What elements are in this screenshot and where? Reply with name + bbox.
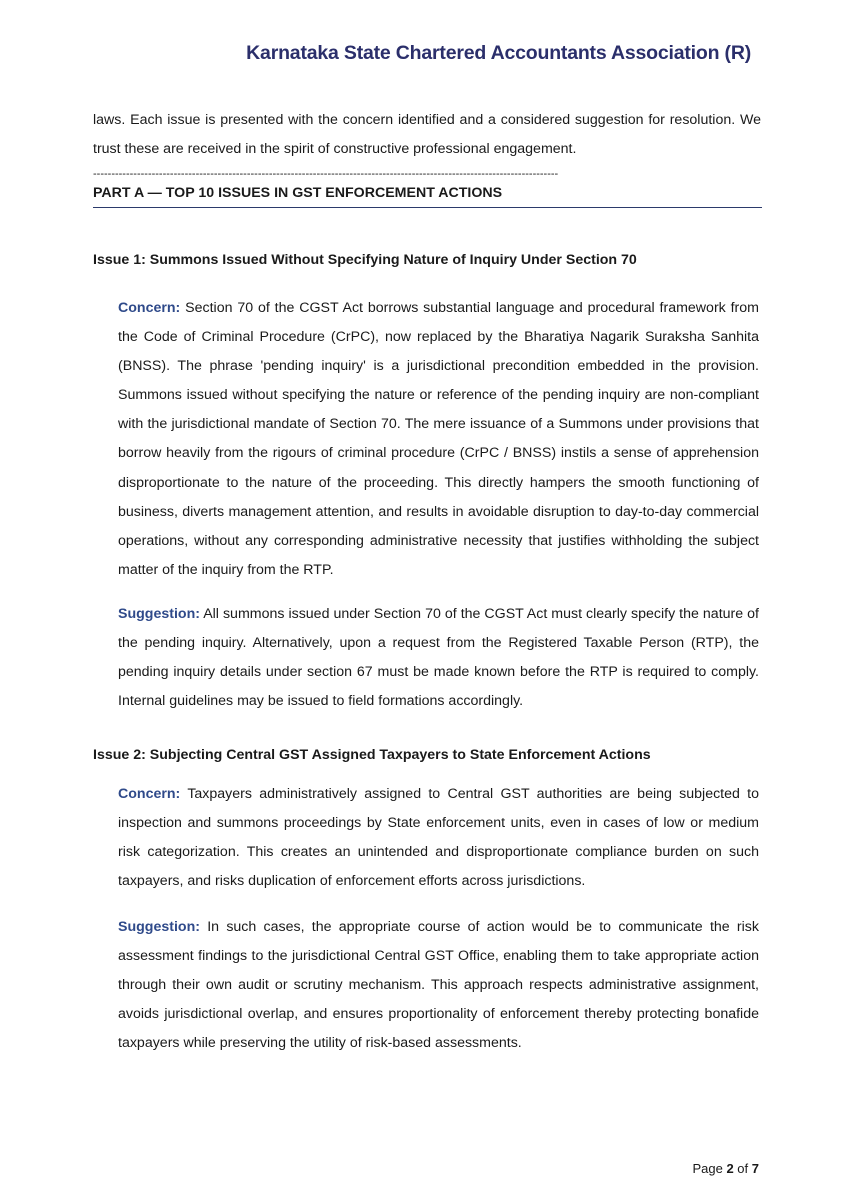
of-label: of <box>737 1161 749 1176</box>
concern-label: Concern: <box>118 786 181 802</box>
page-label: Page <box>692 1161 723 1176</box>
part-a-heading: PART A — TOP 10 ISSUES IN GST ENFORCEMENT ACTIONS <box>93 185 762 208</box>
issue-1-title: Issue 1: Summons Issued Without Specifying Nature of Inquiry Under Section 70 <box>93 252 637 268</box>
concern-text: Taxpayers administratively assigned to Central GST authorities are being subjected to inspection and summons proceedings by State enforcement units, even in cases of low or medium risk categorization. This creates an unintended and disproportionate compliance burden on such taxpayers, and risks duplication of enforcement efforts across jurisdictions. <box>118 786 760 890</box>
issue-1-suggestion <box>118 600 759 716</box>
page-current: 2 <box>726 1161 734 1176</box>
suggestion-label: Suggestion: <box>118 606 200 622</box>
intro-text: laws. Each issue is presented with the concern identified and a considered suggestion for resolution. We trust these are received in the spirit of constructive professional engagement. <box>93 112 761 157</box>
page-number <box>692 1161 759 1176</box>
issue-2-suggestion <box>118 913 759 1058</box>
intro-paragraph <box>93 106 761 164</box>
concern-text: Section 70 of the CGST Act borrows substantial language and procedural framework from the Code of Criminal Procedure (CrPC), now replaced by the Bharatiya Nagarik Suraksha Sanhita (BNSS). The phrase 'pending inquiry' is a jurisdictional precondition embedded in the provision. Summons issued without specifying the nature or reference of the pending inquiry are non-compliant with the jurisdictional mandate of Section 70. The mere issuance of a Summons under provisions that borrow heavily from the rigours of criminal procedure (CrPC / BNSS) instils a sense of apprehension disproportionate to the nature of the proceeding. This directly hampers the smooth functioning of business, diverts management attention, and results in avoidable disruption to day-to-day commercial operations, without any corresponding administrative necessity that justifies withholding the subject matter of the inquiry from the RTP. <box>118 300 759 578</box>
issue-1-concern <box>118 294 759 585</box>
dashed-separator: ------------------------------------------------------------------------------------------------------------------------------- <box>93 168 559 180</box>
issue-2-title: Issue 2: Subjecting Central GST Assigned Taxpayers to State Enforcement Actions <box>93 747 651 763</box>
page-total: 7 <box>751 1161 759 1176</box>
organization-header: Karnataka State Chartered Accountants Association (R) <box>246 42 751 64</box>
suggestion-text: In such cases, the appropriate course of action would be to communicate the risk assessment findings to the jurisdictional Central GST Office, enabling them to take appropriate action through their own audit or scrutiny mechanism. This approach respects administrative assignment, avoids jurisdictional overlap, and ensures proportionality of enforcement thereby protecting bonafide taxpayers while preserving the utility of risk-based assessments. <box>118 919 759 1052</box>
suggestion-text: All summons issued under Section 70 of the CGST Act must clearly specify the nature of the pending inquiry. Alternatively, upon a request from the Registered Taxable Person (RTP), the pending inquiry details under section 67 must be made known before the RTP is required to comply. Internal guidelines may be issued to field formations accordingly. <box>118 606 759 710</box>
suggestion-label: Suggestion: <box>118 919 200 935</box>
concern-label: Concern: <box>118 300 181 316</box>
issue-2-concern <box>118 780 759 896</box>
